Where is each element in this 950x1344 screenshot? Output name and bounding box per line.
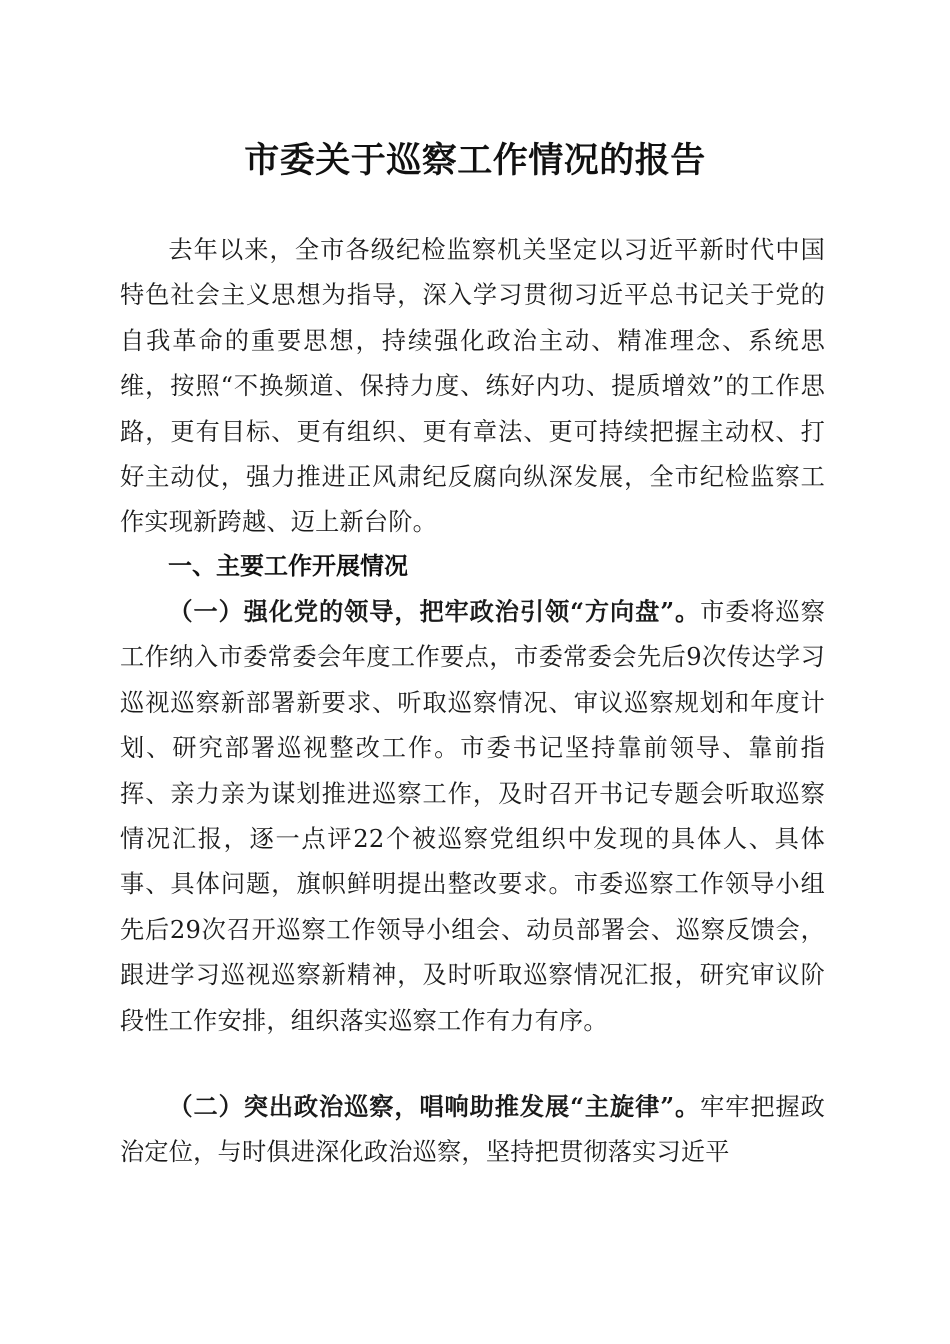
intro-paragraph: 去年以来，全市各级纪检监察机关坚定以习近平新时代中国特色社会主义思想为指导，深入学习贯彻习近平总书记关于党的自我革命的重要思想，持续强化政治主动、精准理念、系统思维，按照“不换频道、保持力度、练好内功、提质增效”的工作思路，更有目标、更有组织、更有章法、更可持续把握主动权、打好主动仗，强力推进正风肃纪反腐向纵深发展，全市纪检监察工作实现新跨越、迈上新台阶。: [120, 236, 825, 537]
subsection-1-text: 市委将巡察工作纳入市委常委会年度工作要点，市委常委会先后9次传达学习巡视巡察新部署新要求、听取巡察情况、审议巡察规划和年度计划、研究部署巡视整改工作。市委书记坚持靠前领导、靠前指挥、亲力亲为谋划推进巡察工作，及时召开书记专题会听取巡察情况汇报，逐一点评22个被巡察党组织中发现的具体人、具体事、具体问题，旗帜鲜明提出整改要求。市委巡察工作领导小组先后29次召开巡察工作领导小组会、动员部署会、巡察反馈会，跟进学习巡视巡察新精神，及时听取巡察情况汇报，研究审议阶段性工作安排，组织落实巡察工作有力有序。: [120, 598, 825, 1035]
section-heading-main-work: 一、主要工作开展情况: [168, 552, 408, 580]
subsection-2-block: [120, 1084, 825, 1176]
subsection-2-text: 牢牢把握政治定位，与时俱进深化政治巡察，坚持把贯彻落实习近平: [120, 1093, 825, 1167]
subsection-1-block: [120, 589, 825, 1044]
subsection-1-lead: （一）强化党的领导，把牢政治引领“方向盘”。: [168, 597, 701, 626]
subsection-1-paragraph: [120, 589, 825, 1044]
document-title: 市委关于巡察工作情况的报告: [244, 140, 706, 181]
intro-block: [120, 228, 825, 546]
subsection-2-lead: （二）突出政治巡察，唱响助推发展“主旋律”。: [168, 1092, 701, 1121]
subsection-2-paragraph: [120, 1084, 825, 1176]
